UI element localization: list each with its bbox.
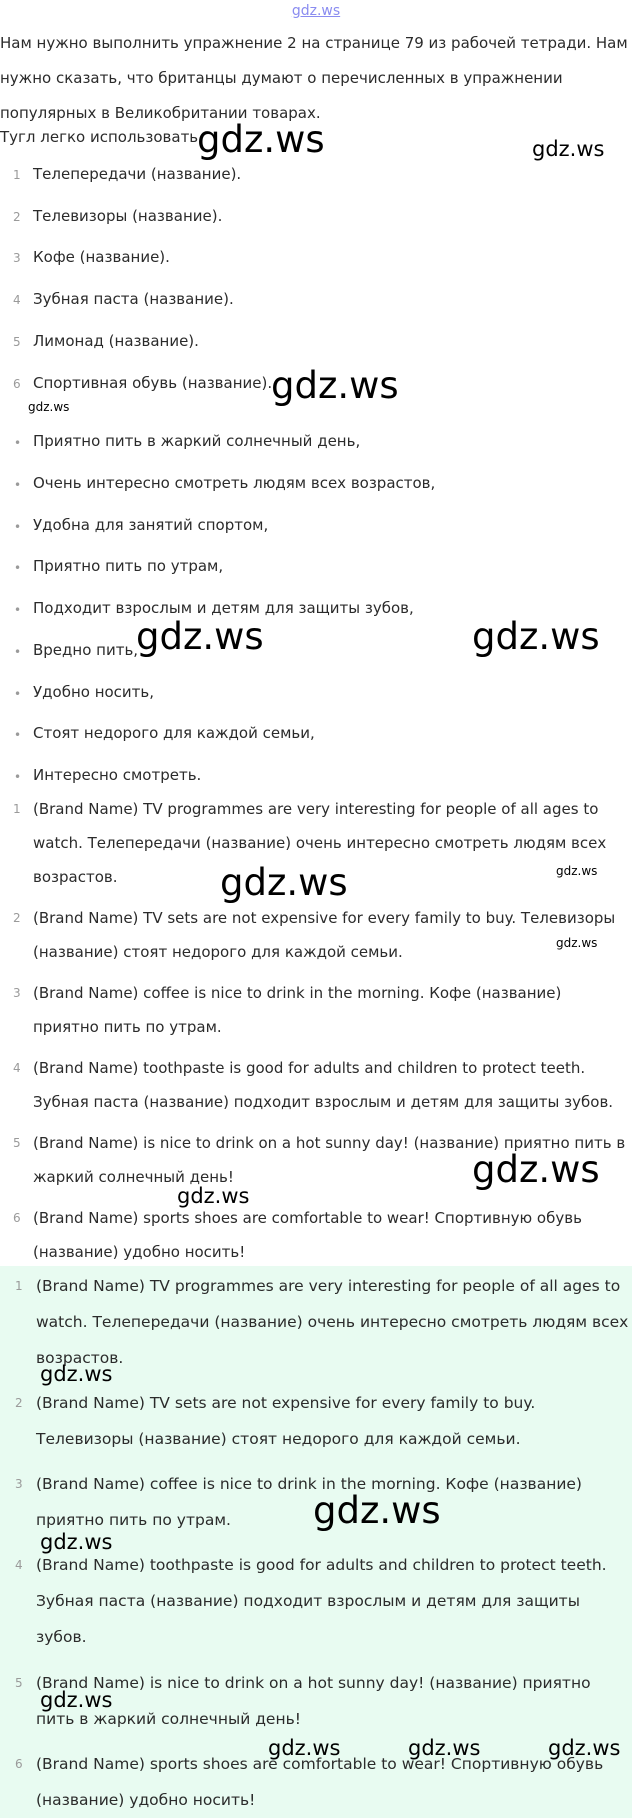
answer-number: 6 xyxy=(13,1211,21,1225)
bullet-icon: • xyxy=(14,561,22,575)
answer-number: 4 xyxy=(15,1558,23,1572)
watermark: gdz.ws xyxy=(268,1736,341,1760)
watermark: gdz.ws xyxy=(556,936,598,950)
site-link[interactable]: gdz.ws xyxy=(291,3,341,19)
bullet-item: Интересно смотреть. xyxy=(33,766,202,784)
answer-number: 1 xyxy=(15,1279,23,1293)
answer-number: 5 xyxy=(15,1676,23,1690)
watermark: gdz.ws xyxy=(40,1688,113,1712)
watermark: gdz.ws xyxy=(177,1184,250,1208)
list-number: 4 xyxy=(13,293,21,307)
bullet-icon: • xyxy=(14,687,22,701)
answer-item: (Brand Name) is nice to drink on a hot sunny day! (название) приятно пить в жаркий солнечный день! xyxy=(33,1134,626,1186)
watermark: gdz.ws xyxy=(271,364,399,407)
answer-number: 4 xyxy=(13,1061,21,1075)
answer-item: (Brand Name) sports shoes are comfortable to wear! Спортивную обувь (название) удобно носить! xyxy=(36,1755,604,1809)
watermark: gdz.ws xyxy=(136,615,264,658)
answer-item: (Brand Name) TV sets are not expensive for every family to buy. Телевизоры (название) стоят недорого для каждой семьи. xyxy=(33,909,616,961)
bullet-item: Приятно пить в жаркий солнечный день, xyxy=(33,432,361,450)
bullet-item: Очень интересно смотреть людям всех возрастов, xyxy=(33,474,436,492)
answer-item: (Brand Name) toothpaste is good for adults and children to protect teeth. Зубная паста (название) подходит взрослым и детям для защиты зубов. xyxy=(36,1556,607,1646)
bullet-item: Вредно пить, xyxy=(33,641,139,659)
answer-number: 3 xyxy=(13,986,21,1000)
list-number: 6 xyxy=(13,377,21,391)
answer-item: (Brand Name) is nice to drink on a hot sunny day! (название) приятно пить в жаркий солнечный день! xyxy=(36,1674,591,1728)
intro-paragraph: Нам нужно выполнить упражнение 2 на странице 79 из рабочей тетради. Нам нужно сказать, что британцы думают о перечисленных в упражнении популярных в Великобритании товарах. xyxy=(0,34,628,122)
watermark: gdz.ws xyxy=(556,864,598,878)
list-number: 2 xyxy=(13,210,21,224)
list-item: Лимонад (название). xyxy=(33,332,199,350)
watermark: gdz.ws xyxy=(40,1362,113,1386)
list-item: Кофе (название). xyxy=(33,248,170,266)
bullet-item: Приятно пить по утрам, xyxy=(33,557,224,575)
list-number: 1 xyxy=(13,168,21,182)
answer-number: 3 xyxy=(15,1477,23,1491)
answer-item: (Brand Name) coffee is nice to drink in the morning. Кофе (название) приятно пить по утрам. xyxy=(33,984,562,1036)
watermark: gdz.ws xyxy=(408,1736,481,1760)
answer-item: (Brand Name) TV sets are not expensive for every family to buy. Телевизоры (название) стоят недорого для каждой семьи. xyxy=(36,1394,536,1448)
list-item: Спортивная обувь (название). xyxy=(33,374,273,392)
answer-item: (Brand Name) TV programmes are very interesting for people of all ages to watch. Телепередачи (название) очень интересно смотреть людям всех возрастов. xyxy=(36,1277,629,1367)
watermark: gdz.ws xyxy=(532,137,605,161)
bullet-item: Стоят недорого для каждой семьи, xyxy=(33,724,315,742)
list-number: 3 xyxy=(13,251,21,265)
watermark: gdz.ws xyxy=(40,1530,113,1554)
watermark: gdz.ws xyxy=(313,1489,441,1532)
list-item: Телепередачи (название). xyxy=(33,165,242,183)
bullet-item: Удобна для занятий спортом, xyxy=(33,516,269,534)
answer-item: (Brand Name) coffee is nice to drink in the morning. Кофе (название) приятно пить по утрам. xyxy=(36,1475,582,1529)
watermark: gdz.ws xyxy=(28,400,70,414)
answer-item: (Brand Name) TV programmes are very interesting for people of all ages to watch. Телепередачи (название) очень интересно смотреть людям всех возрастов. xyxy=(33,800,607,886)
bullet-icon: • xyxy=(14,728,22,742)
watermark: gdz.ws xyxy=(472,615,600,658)
list-item: Телевизоры (название). xyxy=(33,207,223,225)
answer-item: (Brand Name) toothpaste is good for adults and children to protect teeth. Зубная паста (название) подходит взрослым и детям для защиты зубов. xyxy=(33,1059,614,1111)
answer-number: 5 xyxy=(13,1136,21,1150)
bullet-item: Подходит взрослым и детям для защиты зубов, xyxy=(33,599,414,617)
bullet-icon: • xyxy=(14,770,22,784)
list-item: Зубная паста (название). xyxy=(33,290,234,308)
answer-number: 1 xyxy=(13,802,21,816)
answer-item: (Brand Name) sports shoes are comfortable to wear! Спортивную обувь (название) удобно носить! xyxy=(33,1209,582,1261)
bullet-icon: • xyxy=(14,478,22,492)
bullet-item: Удобно носить, xyxy=(33,683,155,701)
tool-line: Тугл легко использовать. xyxy=(0,128,203,146)
list-number: 5 xyxy=(13,335,21,349)
watermark: gdz.ws xyxy=(472,1148,600,1191)
watermark: gdz.ws xyxy=(197,118,325,161)
bullet-icon: • xyxy=(14,520,22,534)
answer-number: 6 xyxy=(15,1757,23,1771)
answer-number: 2 xyxy=(13,911,21,925)
bullet-icon: • xyxy=(14,645,22,659)
watermark: gdz.ws xyxy=(548,1736,621,1760)
bullet-icon: • xyxy=(14,436,22,450)
watermark: gdz.ws xyxy=(220,861,348,904)
answer-number: 2 xyxy=(15,1396,23,1410)
bullet-icon: • xyxy=(14,603,22,617)
